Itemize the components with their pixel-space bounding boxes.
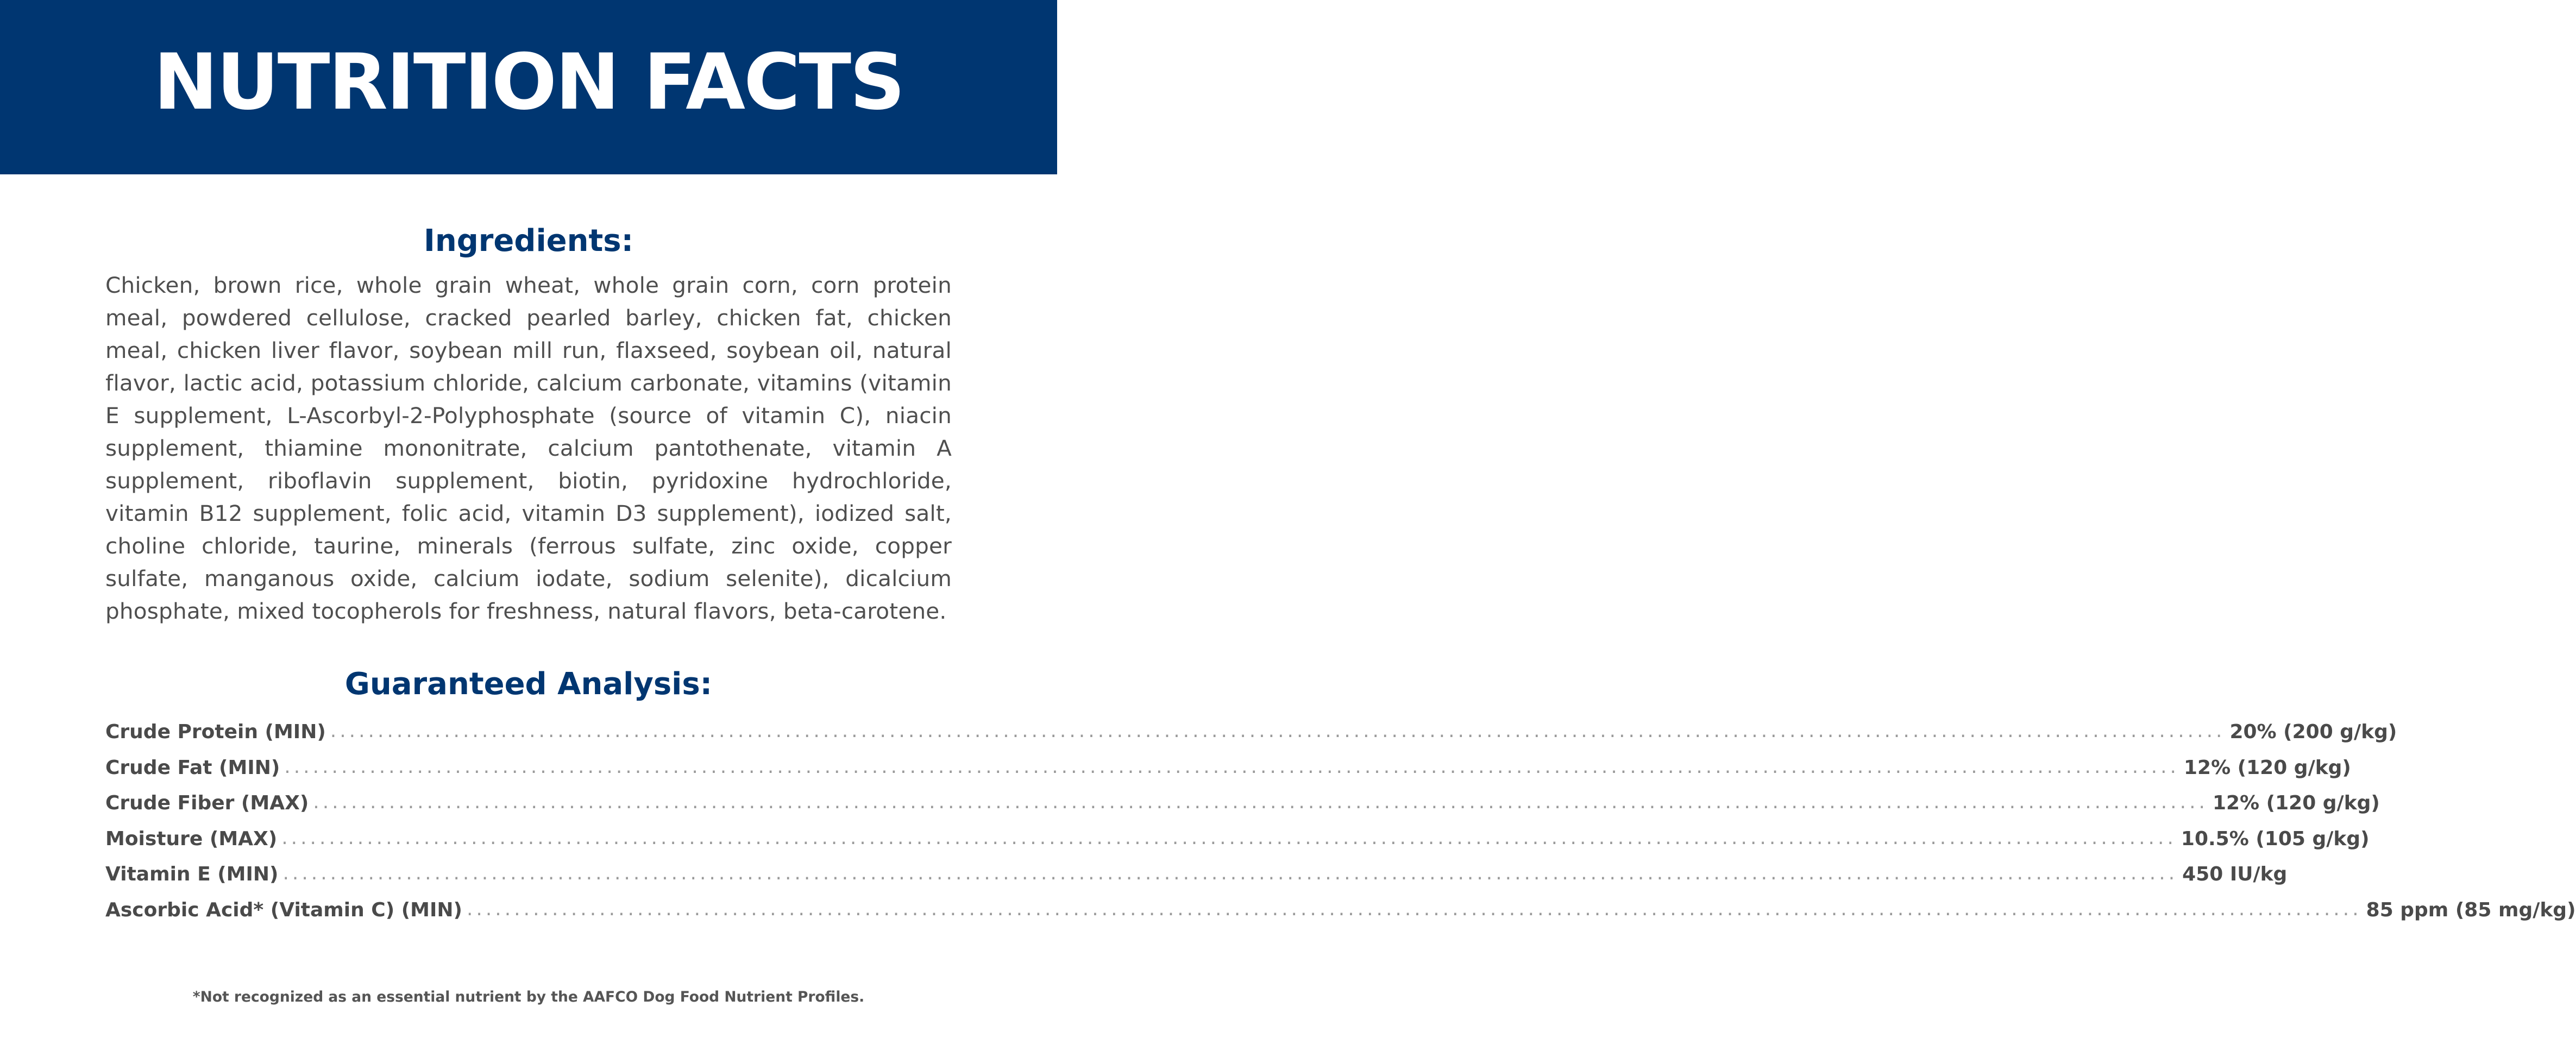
dot-leader: ........................................................................................................................................................................................................ xyxy=(284,755,2179,778)
header-banner xyxy=(0,0,1057,174)
analysis-row-ascorbic-acid xyxy=(105,897,2576,934)
analysis-row-crude-fiber xyxy=(105,791,2380,827)
analysis-label: Moisture (MAX) xyxy=(105,827,278,850)
guaranteed-analysis-list xyxy=(105,720,2576,933)
analysis-value: 20% (200 g/kg) xyxy=(2229,721,2397,743)
analysis-row-vitamin-e xyxy=(105,862,2288,898)
analysis-value: 450 IU/kg xyxy=(2182,863,2288,885)
analysis-label: Crude Fiber (MAX) xyxy=(105,792,309,814)
analysis-row-moisture xyxy=(105,826,2370,863)
dot-leader: ........................................................................................................................................................................................................ xyxy=(466,897,2362,920)
analysis-label: Crude Protein (MIN) xyxy=(105,721,326,743)
analysis-value: 12% (120 g/kg) xyxy=(2183,756,2351,779)
analysis-row-crude-protein xyxy=(105,720,2397,756)
analysis-label: Vitamin E (MIN) xyxy=(105,863,279,885)
analysis-value: 12% (120 g/kg) xyxy=(2212,792,2380,814)
guaranteed-analysis-heading: Guaranteed Analysis: xyxy=(344,666,713,702)
ingredients-text: Chicken, brown rice, whole grain wheat, whole grain corn, corn protein meal, powdered cellulose, cracked pearled barley, chicken fat, chicken meal, chicken liver flavor, soybean mill run, flaxseed, soybean oil, natural flavor, lactic acid, potassium chloride, calcium carbonate, vitamins (vitamin E supplement, L-Ascorbyl-2-Polyphosphate (source of vitamin C), niacin supplement, thiamine mononitrate, calcium pantothenate, vitamin A supplement, riboflavin supplement, biotin, pyridoxine hydrochloride, vitamin B12 supplement, folic acid, vitamin D3 supplement), iodized salt, choline chloride, taurine, minerals (ferrous sulfate, zinc oxide, copper sulfate, manganous oxide, calcium iodate, sodium selenite), dicalcium phosphate, mixed tocopherols for freshness, natural flavors, beta-carotene. xyxy=(105,272,952,624)
analysis-label: Ascorbic Acid* (Vitamin C) (MIN) xyxy=(105,898,462,921)
analysis-value: 85 ppm (85 mg/kg) xyxy=(2366,898,2576,921)
footnote: *Not recognized as an essential nutrient by the AAFCO Dog Food Nutrient Profiles. xyxy=(192,989,865,1005)
dot-leader: ........................................................................................................................................................................................................ xyxy=(313,791,2208,813)
analysis-label: Crude Fat (MIN) xyxy=(105,756,280,779)
analysis-row-crude-fat xyxy=(105,755,2351,791)
dot-leader: ........................................................................................................................................................................................................ xyxy=(282,862,2178,884)
dot-leader: ........................................................................................................................................................................................................ xyxy=(281,826,2177,849)
page-title: NUTRITION FACTS xyxy=(153,37,904,127)
analysis-value: 10.5% (105 g/kg) xyxy=(2181,827,2370,850)
ingredients-heading: Ingredients: xyxy=(423,223,633,259)
dot-leader: ........................................................................................................................................................................................................ xyxy=(330,720,2226,742)
